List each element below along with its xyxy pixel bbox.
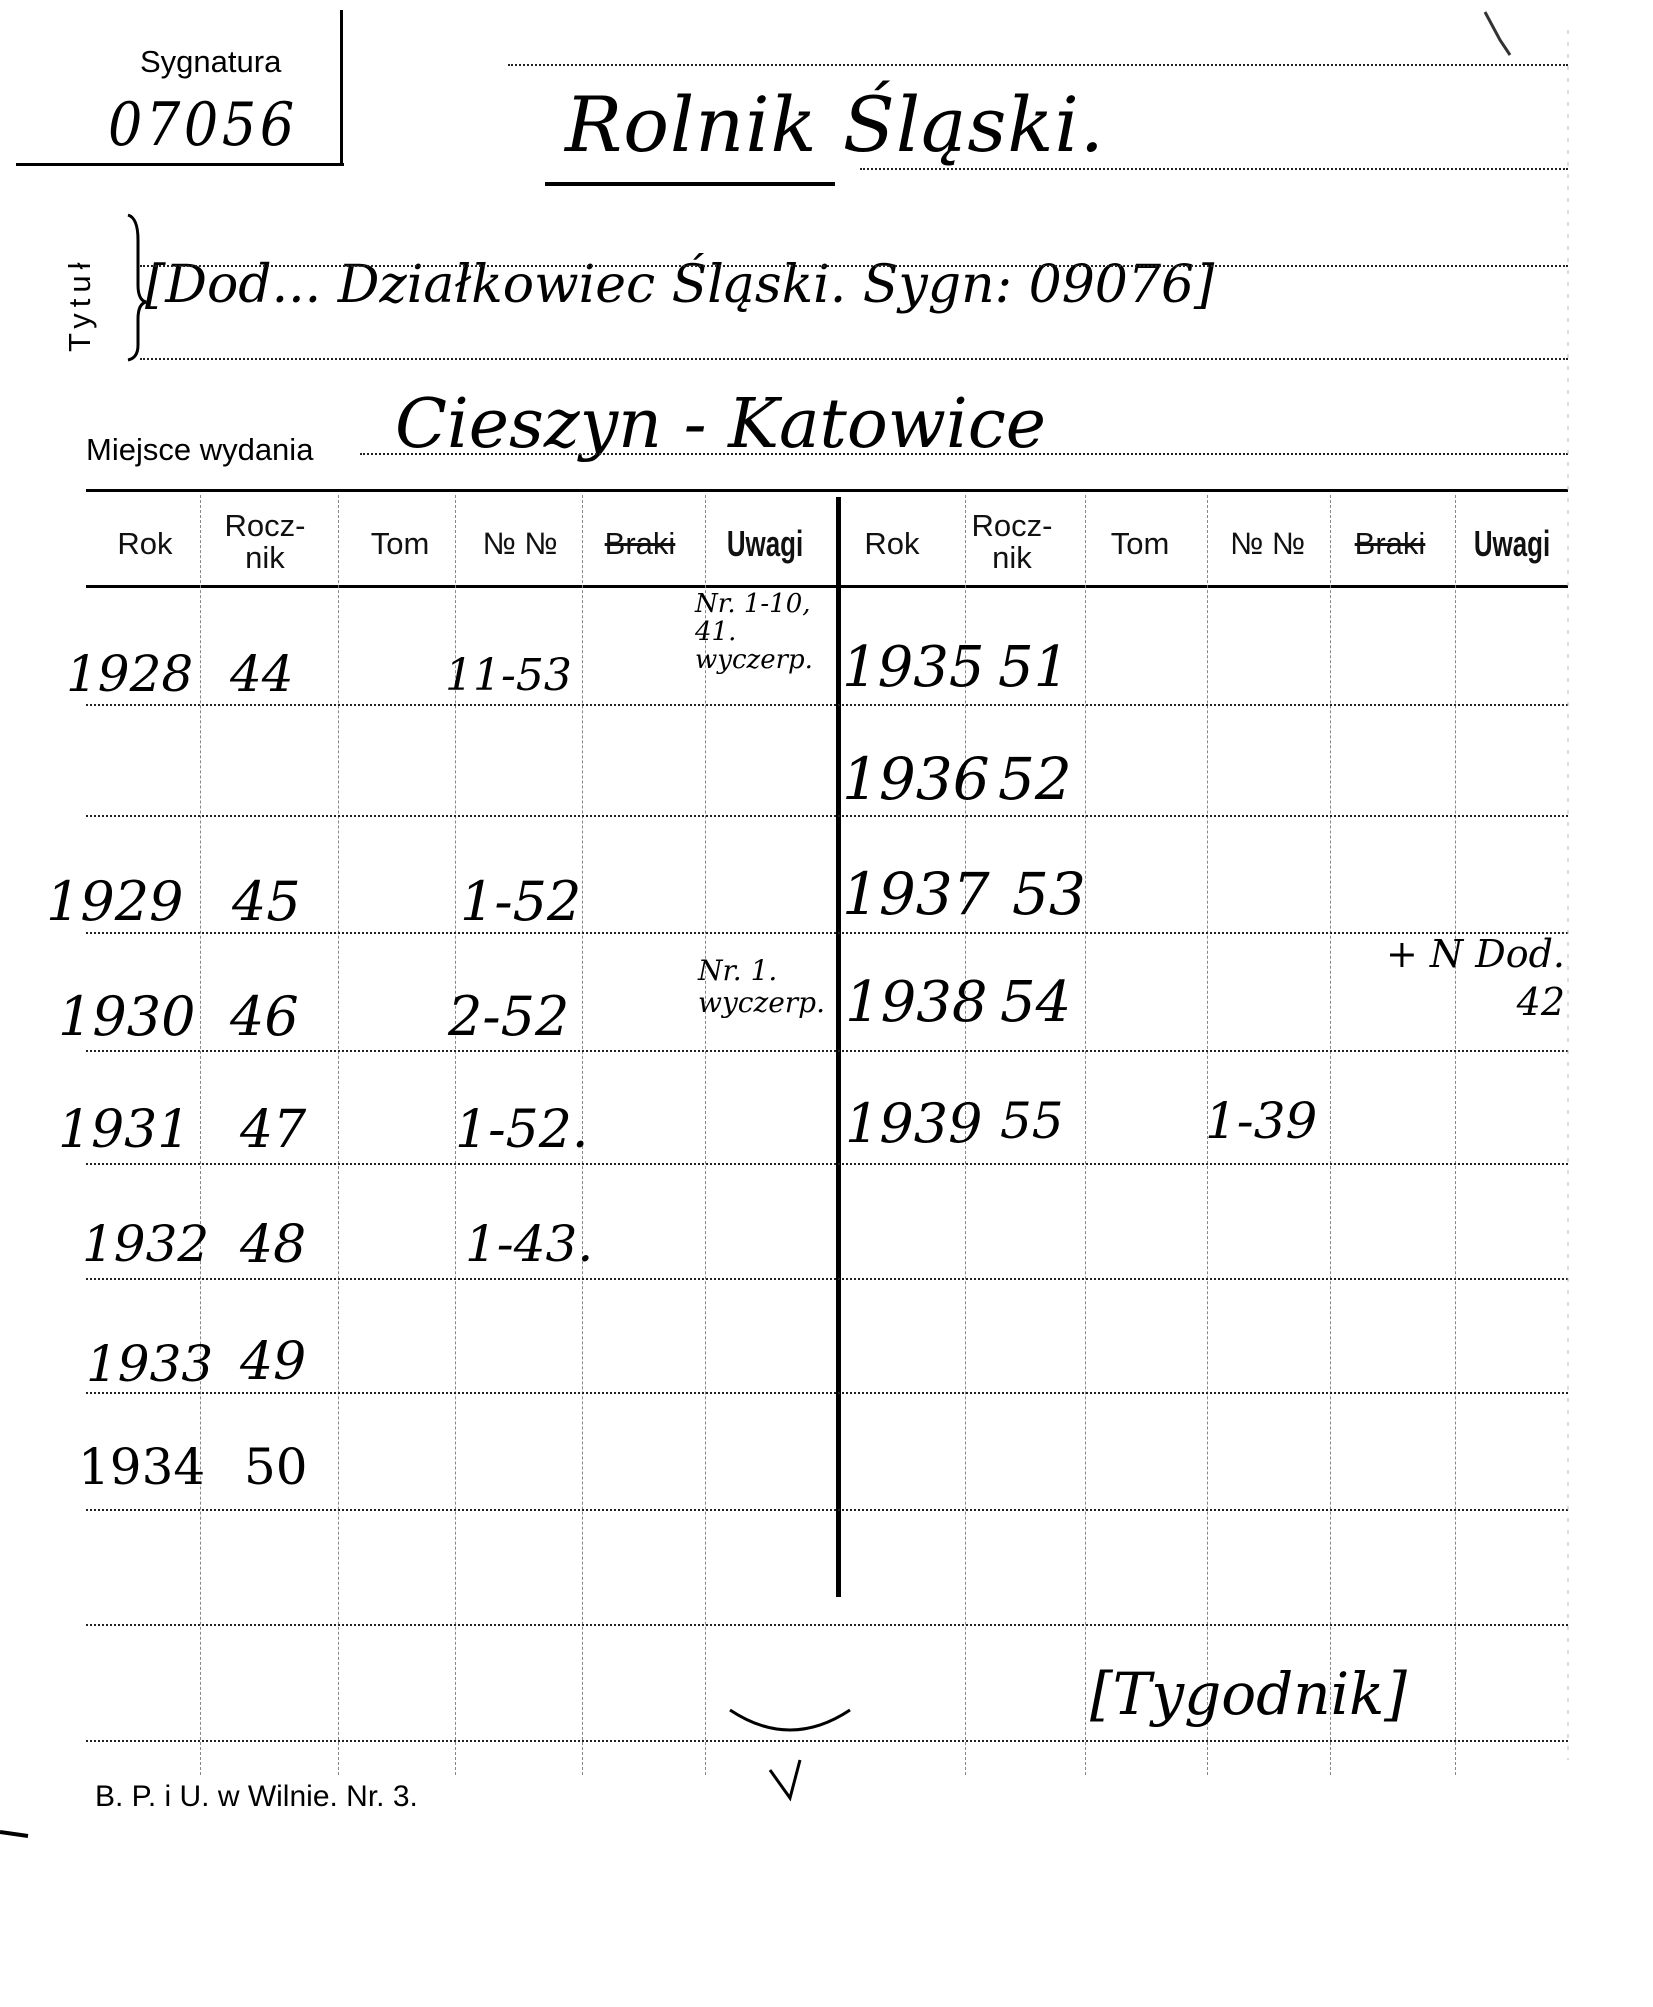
header-rok-right: Rok	[864, 526, 920, 561]
cell-rok: 1939	[845, 1092, 983, 1155]
cell-rok: 1929	[46, 870, 184, 933]
header-tom-left: Tom	[370, 526, 430, 561]
cell-rocznik: 48	[240, 1215, 307, 1275]
cell-rok: 1933	[86, 1335, 214, 1393]
header-tom-right: Tom	[1110, 526, 1170, 561]
cell-rocznik: 45	[232, 870, 301, 933]
ink-smudge	[1485, 12, 1510, 55]
cell-rok: 1934	[78, 1438, 206, 1496]
cell-numery: 1-39	[1205, 1092, 1318, 1150]
header-rok-left: Rok	[117, 526, 173, 561]
check-mark	[770, 1760, 800, 1798]
header-braki-left: Braki	[604, 526, 676, 561]
cell-rocznik: 53	[1012, 860, 1086, 928]
cell-rok: 1936	[842, 745, 990, 813]
cell-rok: 1937	[842, 860, 990, 928]
cell-rocznik: 44	[230, 645, 294, 703]
cell-rocznik: 52	[998, 745, 1072, 813]
signature-label: Sygnatura	[140, 44, 282, 79]
cell-rok: 1932	[82, 1215, 210, 1273]
cell-numery: 11-53	[445, 650, 572, 701]
cell-rocznik: 46	[230, 985, 299, 1048]
cell-numery: 1-52	[460, 870, 582, 933]
cell-rok: 1938	[845, 970, 988, 1035]
cell-rocznik: 50	[244, 1438, 308, 1496]
cell-rok: 1930	[58, 985, 196, 1048]
punch-hole-arc	[730, 1710, 850, 1730]
cell-uwagi: Nr. 1-10, 41. wyczerp.	[695, 589, 813, 675]
cell-rocznik: 49	[240, 1332, 307, 1392]
cell-uwagi: Nr. 1. wyczerp.	[698, 954, 825, 1019]
title-brace	[128, 215, 146, 360]
cell-rocznik: 54	[1000, 970, 1072, 1035]
header-uwagi-right: Uwagi	[1473, 523, 1551, 564]
header-rocznik-left: Rocz- nik	[224, 508, 306, 575]
cell-rok: 1928	[66, 645, 194, 703]
edge-mark	[0, 1832, 28, 1836]
cell-rocznik: 55	[1000, 1092, 1064, 1150]
cell-uwagi: + N Dod. 42	[1386, 932, 1565, 1024]
supplement-note: [Dod... Działkowiec Śląski. Sygn: 09076]	[145, 255, 1215, 315]
card-title: Rolnik Śląski.	[565, 80, 1105, 169]
header-numery-right: № №	[1229, 526, 1306, 561]
place-value: Cieszyn - Katowice	[395, 385, 1047, 464]
place-label: Miejsce wydania	[86, 432, 314, 467]
cell-rok: 1931	[58, 1100, 191, 1160]
signature-value: 07056	[108, 90, 298, 160]
header-rocznik-right: Rocz- nik	[971, 508, 1053, 575]
cell-numery: 2-52	[448, 985, 570, 1048]
header-braki-right: Braki	[1354, 526, 1426, 561]
cell-numery: 1-52.	[455, 1100, 589, 1160]
card-footer: B. P. i U. w Wilnie. Nr. 3.	[95, 1780, 418, 1813]
cell-rok: 1935	[842, 635, 985, 700]
cell-numery: 1-43.	[465, 1215, 594, 1273]
cell-rocznik: 47	[240, 1100, 307, 1160]
frequency-note: [Tygodnik]	[1090, 1660, 1407, 1728]
header-uwagi-left: Uwagi	[726, 523, 804, 564]
title-side-label: Tytuł	[62, 256, 97, 352]
header-numery-left: № №	[482, 526, 558, 561]
cell-rocznik: 51	[998, 635, 1070, 700]
